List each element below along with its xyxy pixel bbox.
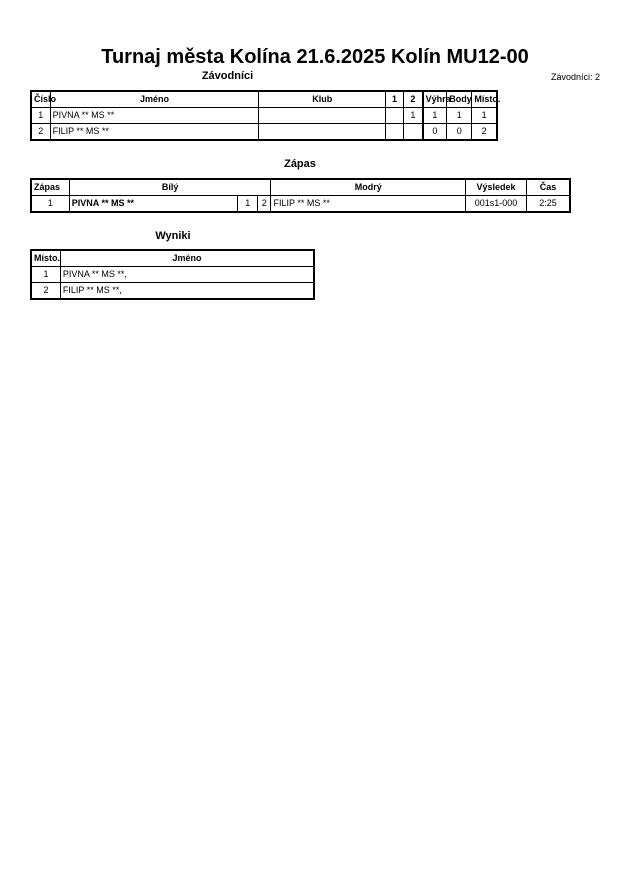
- match-blue-number: 2: [258, 196, 271, 213]
- results-heading: Wyniki: [155, 230, 191, 242]
- table-row: [31, 196, 570, 213]
- competitor-round1: [386, 108, 404, 124]
- matches-header-row: [31, 179, 570, 196]
- col-time-header: Čas: [527, 179, 571, 196]
- competitors-count: Závodníci: 2: [550, 72, 600, 82]
- match-result: 001s1-000: [465, 196, 526, 213]
- col-match-header: Zápas: [31, 179, 69, 196]
- competitor-wins: 1: [423, 108, 447, 124]
- page-title: Turnaj města Kolína 21.6.2025 Kolín MU12-00: [101, 46, 529, 68]
- col-name-header: Jméno: [50, 91, 259, 108]
- col-name-header: Jméno: [60, 250, 314, 267]
- competitor-number: 2: [31, 124, 50, 141]
- col-blue-header: Modrý: [271, 179, 465, 196]
- table-row: [31, 124, 497, 141]
- result-place: 1: [31, 267, 60, 283]
- matches-heading: Zápas: [284, 158, 316, 170]
- match-white-name: PIVNA ** MS **: [69, 196, 238, 213]
- col-round1-header: 1: [386, 91, 404, 108]
- col-white-header: Bílý: [69, 179, 271, 196]
- col-wins-header: Výhra: [423, 91, 447, 108]
- competitor-club: [259, 124, 386, 141]
- match-number: 1: [31, 196, 69, 213]
- competitor-round2: [404, 124, 423, 141]
- competitor-place: 2: [472, 124, 497, 141]
- match-time: 2:25: [527, 196, 571, 213]
- competitor-place: 1: [472, 108, 497, 124]
- competitor-club: [259, 108, 386, 124]
- result-name: FILIP ** MS **,: [60, 283, 314, 300]
- col-place-header: Místo.: [31, 250, 60, 267]
- table-row: [31, 283, 314, 300]
- competitor-number: 1: [31, 108, 50, 124]
- col-club-header: Klub: [259, 91, 386, 108]
- col-result-header: Výsledek: [465, 179, 526, 196]
- competitor-round2: 1: [404, 108, 423, 124]
- table-row: [31, 108, 497, 124]
- competitors-heading: Závodníci: [201, 70, 254, 82]
- table-row: [31, 267, 314, 283]
- col-round2-header: 2: [404, 91, 423, 108]
- col-place-header: Místo.: [472, 91, 497, 108]
- competitor-round1: [386, 124, 404, 141]
- result-name: PIVNA ** MS **,: [60, 267, 314, 283]
- match-blue-name: FILIP ** MS **: [271, 196, 465, 213]
- results-table: [30, 249, 315, 300]
- col-number-header: Číslo: [31, 91, 50, 108]
- competitor-points: 1: [447, 108, 472, 124]
- competitors-header-row: [31, 91, 497, 108]
- competitor-points: 0: [447, 124, 472, 141]
- competitor-name: PIVNA ** MS **: [50, 108, 259, 124]
- competitor-wins: 0: [423, 124, 447, 141]
- results-header-row: [31, 250, 314, 267]
- matches-table: [30, 178, 571, 213]
- match-white-number: 1: [238, 196, 258, 213]
- col-points-header: Body: [447, 91, 472, 108]
- competitor-name: FILIP ** MS **: [50, 124, 259, 141]
- result-place: 2: [31, 283, 60, 300]
- competitors-table: [30, 90, 501, 141]
